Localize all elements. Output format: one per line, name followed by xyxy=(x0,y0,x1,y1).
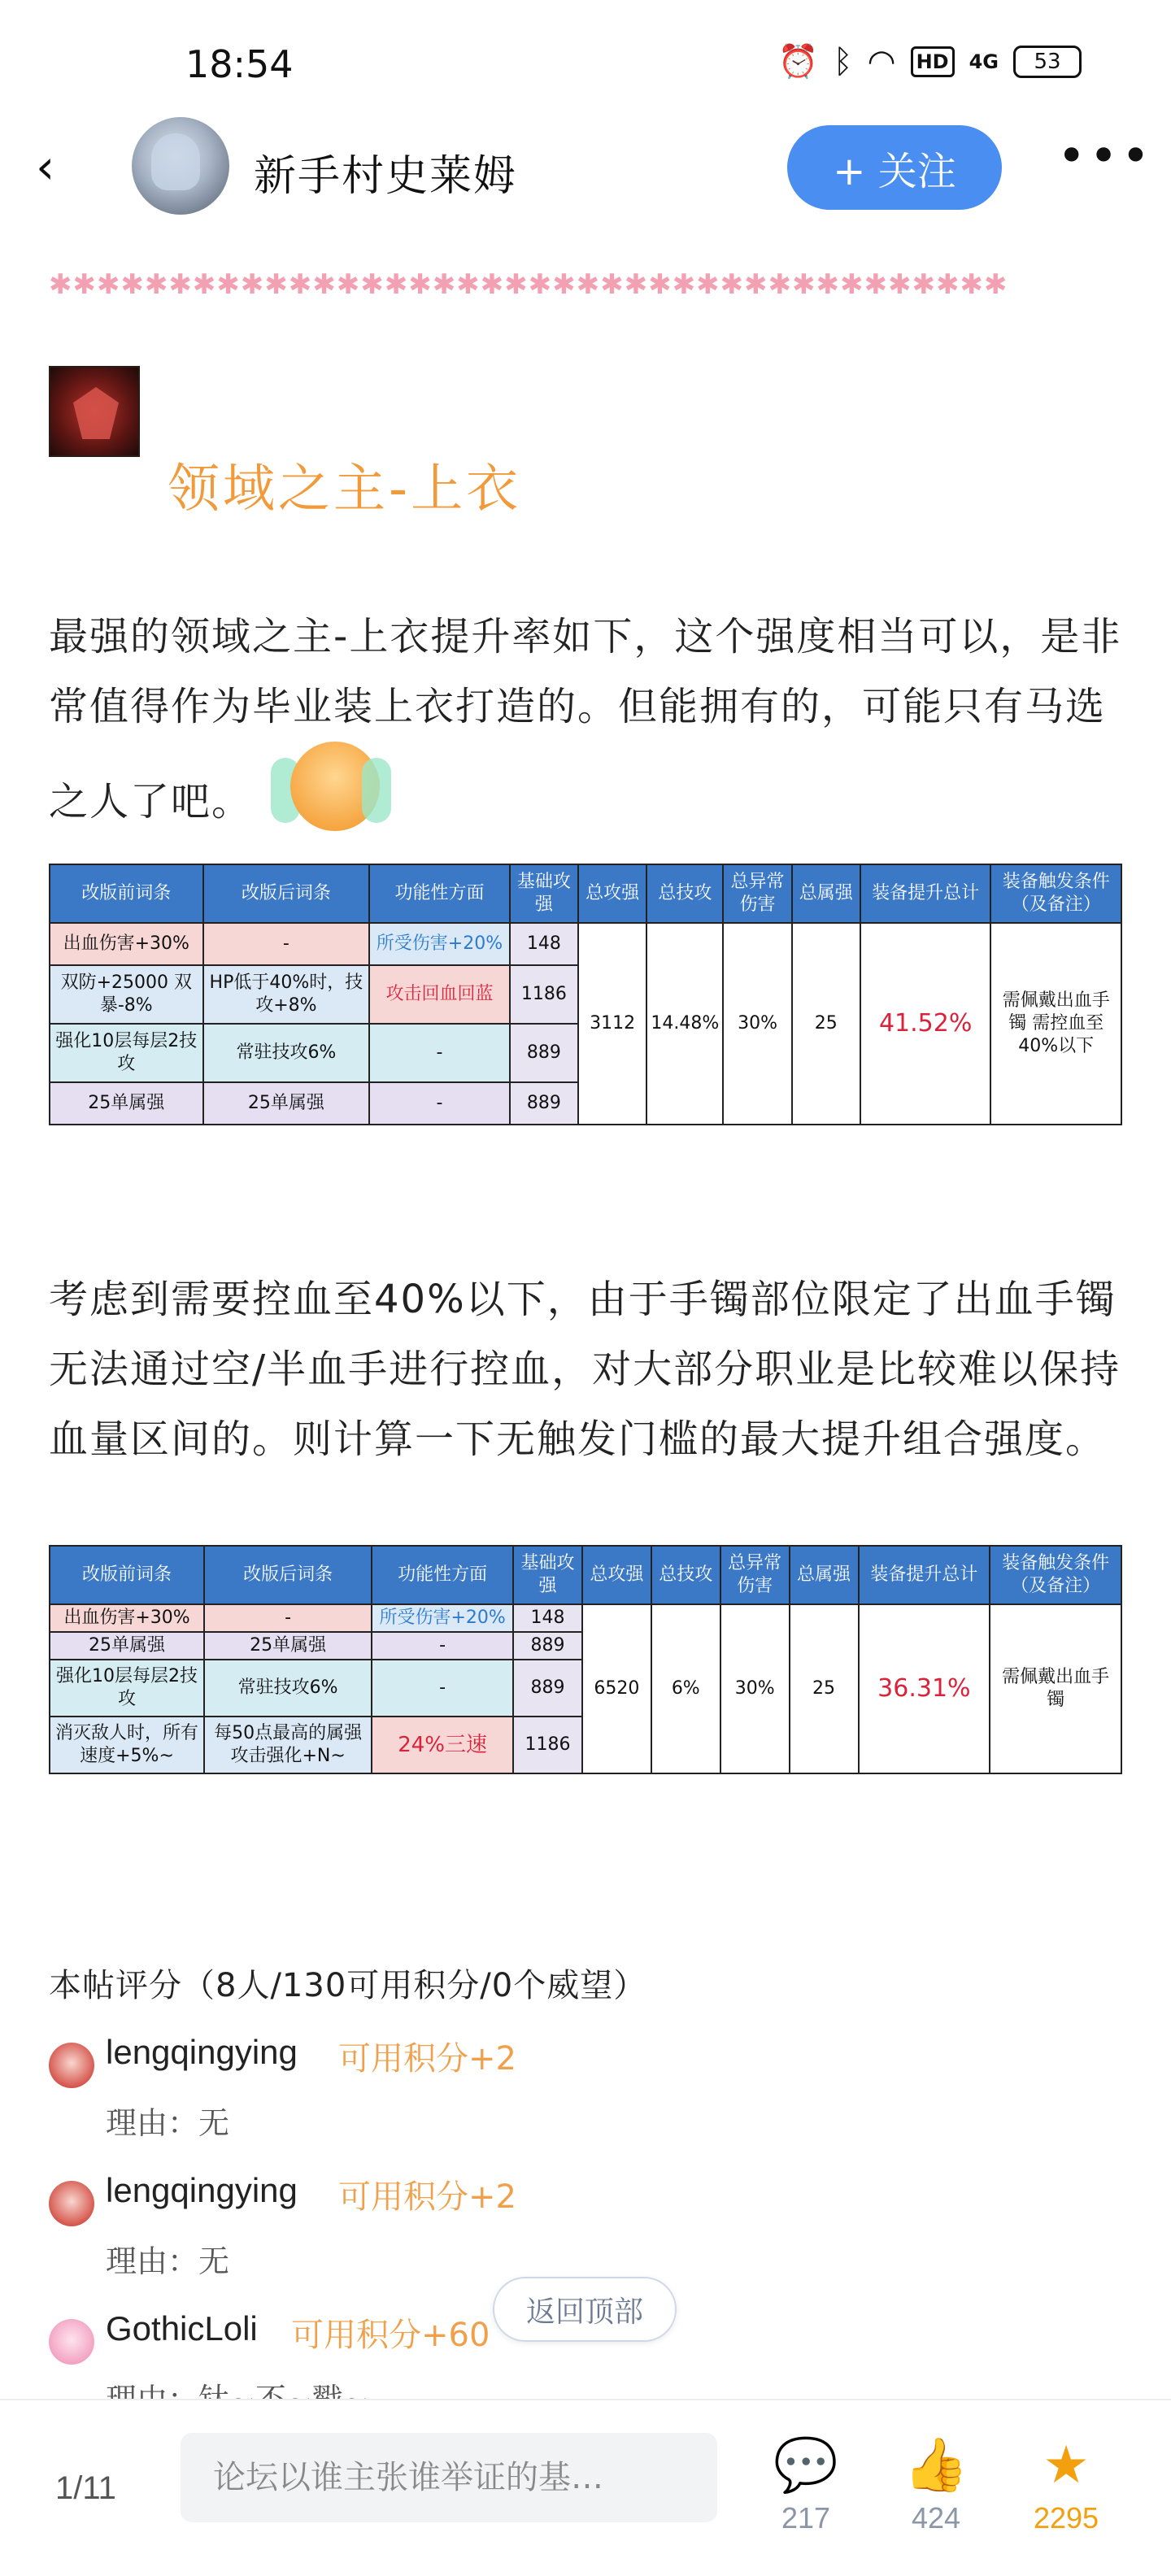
table-header: 总攻强 xyxy=(578,864,646,923)
table-cell: 强化10层每层2技攻 xyxy=(50,1660,204,1717)
table-cell: 889 xyxy=(513,1632,582,1660)
table-header: 总技攻 xyxy=(646,864,723,923)
table-header: 改版前词条 xyxy=(50,864,203,923)
rating-summary: 本帖评分（8人/130可用积分/0个威望） xyxy=(49,1967,647,2004)
table-row xyxy=(50,1604,1121,1632)
post-paragraph-2: 考虑到需要控血至40%以下，由于手镯部位限定了出血手镯无法通过空/半血手进行控血，对大部分职业是比较难以保持血量区间的。则计算一下无触发门槛的最大提升组合强度。 xyxy=(49,1277,1121,1462)
rater-name[interactable]: lengqingying xyxy=(106,2033,298,2071)
table-header: 装备提升总计 xyxy=(859,1546,990,1604)
star-divider: ✱✱✱✱✱✱✱✱✱✱✱✱✱✱✱✱✱✱✱✱✱✱✱✱✱✱✱✱✱✱✱✱✱✱✱✱✱✱✱✱ xyxy=(49,268,1008,301)
table-cell: - xyxy=(372,1632,513,1660)
table-cell: 24%三速 xyxy=(372,1717,513,1773)
table-header: 改版后词条 xyxy=(204,1546,372,1604)
rating-score: 可用积分+2 xyxy=(338,2178,516,2216)
comment-button[interactable] xyxy=(761,2433,851,2535)
back-button[interactable]: ‹ xyxy=(36,139,55,194)
status-bar xyxy=(0,0,1171,122)
like-count: 424 xyxy=(911,2501,961,2535)
table-cell: 攻击回血回蓝 xyxy=(369,965,510,1024)
table-cell: - xyxy=(372,1660,513,1717)
table-cell: 25单属强 xyxy=(203,1082,370,1125)
post-header xyxy=(0,114,1171,220)
table-cell: 常驻技攻6% xyxy=(203,1024,370,1082)
rating-reason: 理由：无 xyxy=(106,2105,230,2141)
table-header: 总属强 xyxy=(790,1546,859,1604)
favorite-button[interactable] xyxy=(1021,2433,1111,2535)
rating-reason: 理由：无 xyxy=(106,2243,230,2279)
table-header: 改版前词条 xyxy=(50,1546,204,1604)
condition-cell: 需佩戴出血手镯 xyxy=(990,1604,1121,1773)
table-cell: 强化10层每层2技攻 xyxy=(50,1024,203,1082)
author-name[interactable]: 新手村史莱姆 xyxy=(254,152,518,201)
table-cell: 889 xyxy=(510,1024,578,1082)
table-cell: 所受伤害+20% xyxy=(372,1604,513,1632)
table-header: 改版后词条 xyxy=(203,864,370,923)
table-header: 功能性方面 xyxy=(372,1546,513,1604)
item-title: 领域之主-上衣 xyxy=(168,459,522,520)
table-header: 装备触发条件（及备注） xyxy=(990,1546,1121,1604)
more-options-button[interactable]: ••• xyxy=(1057,128,1154,185)
table-header-row xyxy=(50,864,1121,923)
table-header: 总攻强 xyxy=(582,1546,651,1604)
enhancement-table-2 xyxy=(49,1545,1122,1774)
rater-avatar[interactable] xyxy=(49,2043,94,2088)
back-to-top-button[interactable]: 返回顶部 xyxy=(493,2277,677,2342)
table-header: 功能性方面 xyxy=(369,864,510,923)
total-abnormal-cell: 30% xyxy=(720,1604,790,1773)
status-icons xyxy=(778,42,1082,80)
armor-item-icon xyxy=(49,366,140,457)
crying-laugh-emoji-icon xyxy=(271,742,385,839)
table-cell: 25单属强 xyxy=(50,1082,203,1125)
rating-item xyxy=(49,2033,1122,2171)
total-element-cell: 25 xyxy=(790,1604,859,1773)
total-gain-cell: 41.52% xyxy=(860,923,991,1125)
total-attack-cell: 3112 xyxy=(578,923,646,1125)
comment-count: 217 xyxy=(781,2501,831,2535)
network-signal: 4G xyxy=(969,50,999,73)
total-element-cell: 25 xyxy=(792,923,860,1125)
total-skill-cell: 14.48% xyxy=(646,923,723,1125)
table-header: 基础攻强 xyxy=(513,1546,582,1604)
table-header: 总技攻 xyxy=(651,1546,720,1604)
follow-button[interactable]: + 关注 xyxy=(787,125,1002,210)
rater-avatar[interactable] xyxy=(49,2181,94,2226)
status-time: 18:54 xyxy=(185,42,294,86)
table-cell: 25单属强 xyxy=(50,1632,204,1660)
favorite-count: 2295 xyxy=(1033,2501,1099,2535)
table-cell: 889 xyxy=(510,1082,578,1125)
table-cell: - xyxy=(204,1604,372,1632)
table-cell: 出血伤害+30% xyxy=(50,923,203,965)
enhancement-table-1 xyxy=(49,864,1122,1125)
battery-indicator: 53 xyxy=(1013,46,1082,78)
table-cell: - xyxy=(369,1082,510,1125)
rating-score: 可用积分+2 xyxy=(338,2040,516,2078)
thumbs-up-icon: 👍 xyxy=(903,2435,969,2496)
rater-name[interactable]: lengqingying xyxy=(106,2171,298,2209)
bluetooth-icon: ᛒ xyxy=(833,42,853,80)
table-cell: 1186 xyxy=(513,1717,582,1773)
table-cell: 双防+25000 双暴-8% xyxy=(50,965,203,1024)
like-button[interactable] xyxy=(891,2433,981,2535)
table-header: 基础攻强 xyxy=(510,864,578,923)
total-attack-cell: 6520 xyxy=(582,1604,651,1773)
page-indicator[interactable]: 1/11 xyxy=(55,2470,116,2506)
condition-cell: 需佩戴出血手镯 需控血至40%以下 xyxy=(990,923,1121,1125)
table-header: 总异常伤害 xyxy=(723,864,791,923)
table-header: 总属强 xyxy=(792,864,860,923)
comment-input[interactable]: 论坛以谁主张谁举证的基… xyxy=(181,2433,717,2522)
comment-icon: 💬 xyxy=(773,2435,838,2496)
table-cell: 消灭敌人时，所有速度+5%~ xyxy=(50,1717,204,1773)
table-header-row xyxy=(50,1546,1121,1604)
hd-badge: HD xyxy=(911,46,955,77)
table-cell: 889 xyxy=(513,1660,582,1717)
star-icon: ★ xyxy=(1043,2435,1090,2496)
table-header: 总异常伤害 xyxy=(720,1546,790,1604)
table-row xyxy=(50,923,1121,965)
rating-score: 可用积分+60 xyxy=(291,2317,490,2354)
rater-avatar[interactable] xyxy=(49,2319,94,2365)
table-header: 装备触发条件（及备注） xyxy=(990,864,1121,923)
table-cell: HP低于40%时，技攻+8% xyxy=(203,965,370,1024)
table-cell: 148 xyxy=(513,1604,582,1632)
table-header: 装备提升总计 xyxy=(860,864,991,923)
bottom-action-bar xyxy=(0,2399,1171,2576)
table-cell: 每50点最高的属强攻击强化+N~ xyxy=(204,1717,372,1773)
total-gain-cell: 36.31% xyxy=(859,1604,990,1773)
table-cell: 148 xyxy=(510,923,578,965)
table-cell: 1186 xyxy=(510,965,578,1024)
paragraph-1-text: 最强的领域之主-上衣提升率如下，这个强度相当可以，是非常值得作为毕业装上衣打造的。但能拥有的，可能只有马选之人了吧。 xyxy=(49,614,1122,825)
table-cell: 常驻技攻6% xyxy=(204,1660,372,1717)
rater-name[interactable]: GothicLoli xyxy=(106,2309,258,2348)
alarm-icon: ⏰ xyxy=(777,43,819,80)
post-paragraph-1 xyxy=(49,602,1122,839)
table-cell: 出血伤害+30% xyxy=(50,1604,204,1632)
wifi-icon: ◠ xyxy=(867,42,896,80)
total-abnormal-cell: 30% xyxy=(723,923,791,1125)
table-cell: - xyxy=(369,1024,510,1082)
table-cell: - xyxy=(203,923,370,965)
total-skill-cell: 6% xyxy=(651,1604,720,1773)
author-avatar[interactable] xyxy=(132,117,229,215)
table-cell: 25单属强 xyxy=(204,1632,372,1660)
table-cell: 所受伤害+20% xyxy=(369,923,510,965)
